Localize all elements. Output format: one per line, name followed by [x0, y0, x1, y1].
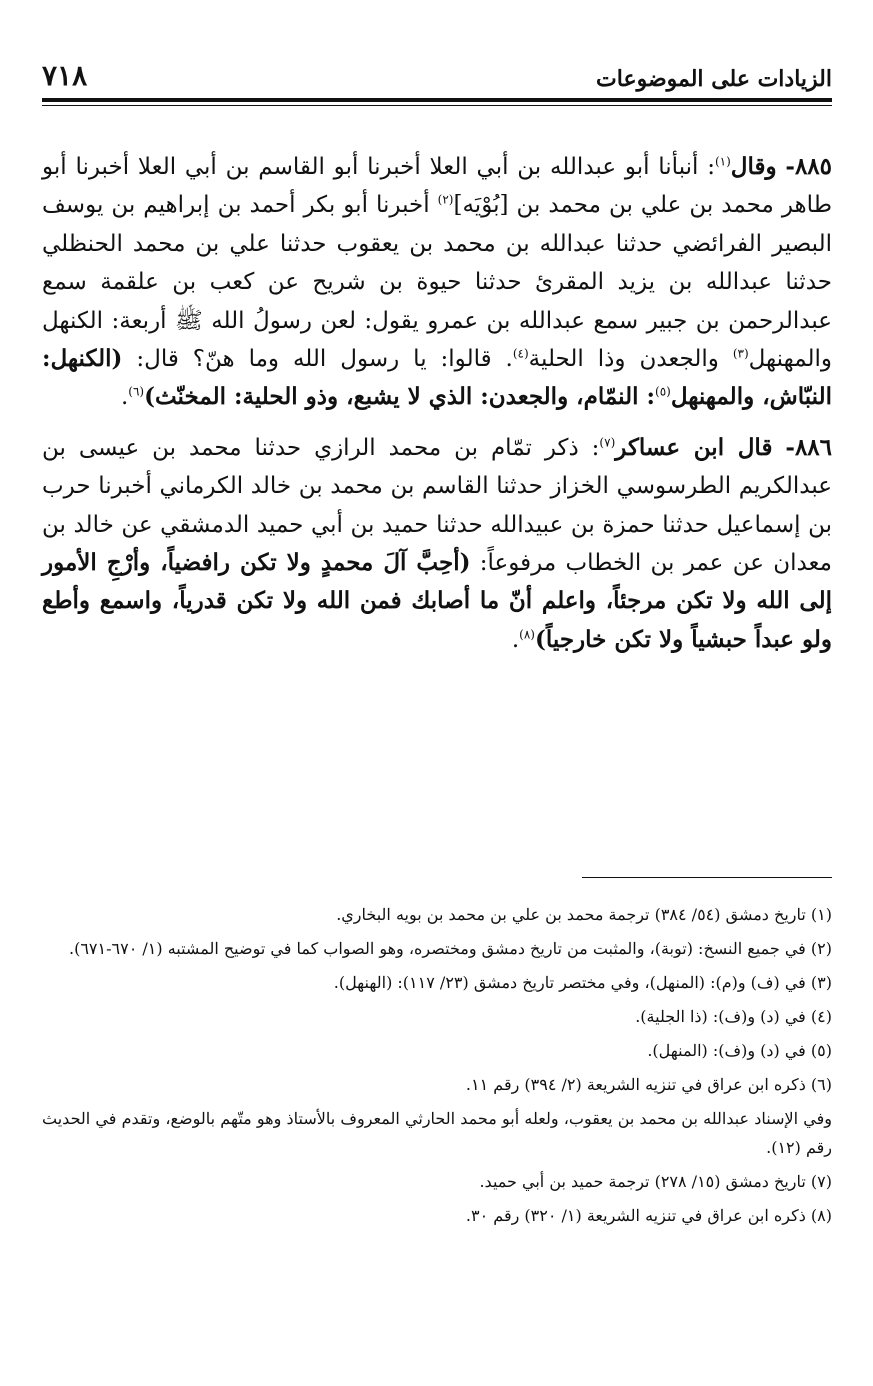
footnote-separator: [582, 877, 832, 878]
main-text: [42, 148, 832, 659]
footnote: (١) تاريخ دمشق (٥٤/ ٣٨٤) ترجمة محمد بن علي بن محمد بن بويه البخاري.: [336, 905, 832, 924]
footnote-ref: (٥): [655, 384, 671, 399]
footnote: (٦) ذكره ابن عراق في تنزيه الشريعة (٢/ ٣٩٤) رقم ١١.: [465, 1075, 832, 1094]
entry-text: . قالوا: يا رسول الله وما هنّ؟ قال:: [122, 346, 513, 373]
footnote-ref: (٨): [519, 627, 535, 642]
entry-number: ٨٨٦-: [785, 433, 832, 461]
footnote-ref: (٣): [732, 346, 749, 361]
footnote-ref: (٢): [437, 192, 454, 207]
header-rule-thick: [42, 98, 832, 102]
footnote-ref: (٧): [599, 435, 616, 450]
entry-lead: قال ابن عساكر: [615, 433, 773, 461]
header-rule-thin: [42, 105, 832, 106]
footnote: (٣) في (ف) و(م): (المنهل)، وفي مختصر تاريخ دمشق (٢٣/ ١١٧): (الهنهل).: [333, 973, 832, 992]
footnote: وفي الإسناد عبدالله بن محمد بن يعقوب، ولعله أبو محمد الحارثي المعروف بالأستاذ وهو متّهم بالوضع، وتقدم في الحديث رقم (١٢).: [42, 1109, 832, 1157]
page-number: ٧١٨: [42, 59, 88, 92]
entry-end: .: [120, 384, 129, 411]
footnote: (٧) تاريخ دمشق (١٥/ ٢٧٨) ترجمة حميد بن أبي حميد.: [479, 1172, 832, 1191]
page-header: [42, 52, 832, 92]
entry-text: أخبرنا أبو بكر أحمد بن إبراهيم بن يوسف البصير الفرائضي حدثنا عبدالله بن محمد بن يعقوب حدثنا علي بن محمد الحنظلي حدثنا عبدالله بن يزيد المقرئ حدثنا حيوة بن شريح عن كعب بن علقمة سمع عبدالرحمن بن جبير سمع عبدالله بن عمرو يقول: لعن رسولُ الله ﷺ أربعة: الكنهل والمهنهل: [42, 192, 833, 373]
entry-text: : أنبأنا أبو عبدالله بن أبي العلا أخبرنا أبو القاسم بن أبي العلا أخبرنا أبو طاهر محمد بن علي بن محمد بن [بُوْيَه]: [42, 154, 832, 219]
hadith-matn: : النمّام، والجعدن: الذي لا يشبع، وذو الحلية: المخنّث): [144, 383, 655, 411]
entry-text: والجعدن وذا الحلية: [528, 346, 733, 373]
entry-text: : ذكر تمّام بن محمد الرازي حدثنا محمد بن عيسى بن عبدالكريم الطرسوسي الخزاز حدثنا القاسم بن محمد بن خالد الكرماني أخبرنا حرب بن إسماعيل حدثنا حمزة بن عبيدالله حدثنا حميد بن أبي حميد الدمشقي عن خالد بن معدان عن عمر بن الخطاب مرفوعاً:: [42, 434, 832, 577]
hadith-matn: (الكنهل: النبّاش، والمهنهل: [42, 345, 832, 411]
footnote-ref: (١): [714, 154, 731, 169]
entry-number: ٨٨٥-: [785, 153, 832, 180]
hadith-entry-885: [42, 148, 832, 417]
footnote: (٨) ذكره ابن عراق في تنزيه الشريعة (١/ ٣٢٠) رقم ٣٠.: [465, 1206, 832, 1225]
footnote: (٢) في جميع النسخ: (توبة)، والمثبت من تاريخ دمشق ومختصره، وهو الصواب كما في توضيح المشتبه (١/ ٦٧٠-٦٧١).: [68, 939, 832, 958]
footnote-ref: (٤): [512, 346, 529, 361]
entry-lead: وقال: [730, 153, 777, 180]
footnotes: [42, 900, 832, 1235]
hadith-entry-886: [42, 429, 832, 659]
footnote: (٤) في (د) و(ف): (ذا الجلية).: [635, 1007, 832, 1026]
footnote: (٥) في (د) و(ف): (المنهل).: [647, 1041, 832, 1060]
running-title: الزيادات على الموضوعات: [596, 66, 832, 92]
entry-end: .: [511, 626, 520, 653]
hadith-matn: (أحِبَّ آلَ محمدٍ ولا تكن رافضياً، وأرْجِ الأمور إلى الله ولا تكن مرجئاً، واعلم أنّ ما أصابك فمن الله ولا تكن قدرياً، واسمع وأطع ولو عبداً حبشياً ولا تكن خارجياً): [42, 549, 832, 653]
footnote-ref: (٦): [128, 384, 145, 399]
